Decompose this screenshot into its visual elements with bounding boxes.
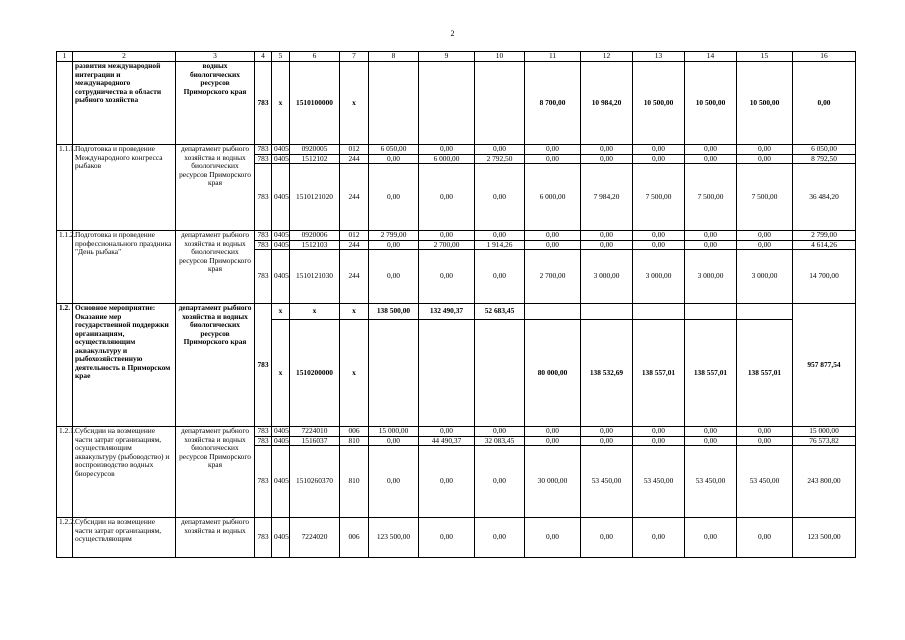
value-cell: 0,00: [685, 436, 737, 446]
value-cell: 0,00: [633, 154, 685, 164]
cell-target-code: 1512102: [290, 154, 340, 164]
value-cell: 80 000,00: [525, 320, 581, 427]
value-cell: 0,00: [475, 164, 525, 231]
value-cell: 6 000,00: [419, 154, 475, 164]
value-cell: 0,00: [581, 154, 633, 164]
value-cell: 3 000,00: [633, 250, 685, 304]
value-cell: 0,00: [419, 518, 475, 558]
value-cell: 0,00: [525, 154, 581, 164]
cell-section: x: [272, 320, 290, 427]
total-cell: 957 877,54: [793, 304, 856, 427]
value-cell: [475, 62, 525, 145]
cell-section: 0405: [272, 436, 290, 446]
cell-target-code: 1510260370: [290, 446, 340, 518]
activity-name: Субсидии на возмещение части затрат организациям, осуществляющим: [73, 518, 176, 558]
value-cell: 0,00: [369, 446, 419, 518]
empty-cell: [369, 320, 419, 427]
header-cell: 3: [176, 52, 255, 62]
cell-expense-type: 810: [340, 436, 369, 446]
value-cell: 14 700,00: [793, 250, 856, 304]
value-cell: 123 500,00: [369, 518, 419, 558]
cell-grbs: 783: [255, 164, 272, 231]
value-cell: 0,00: [581, 231, 633, 241]
empty-cell: [525, 304, 581, 320]
header-row: [57, 52, 856, 62]
value-cell: 0,00: [633, 436, 685, 446]
value-cell: 0,00: [525, 518, 581, 558]
header-cell: 8: [369, 52, 419, 62]
activity-name: Подготовка и проведение Международного конгресса рыбаков: [73, 145, 176, 231]
value-cell: 10 500,00: [685, 62, 737, 145]
header-cell: 4: [255, 52, 272, 62]
budget-table: [56, 51, 856, 558]
value-cell: 0,00: [369, 436, 419, 446]
cell-grbs: 783: [255, 240, 272, 250]
cell-grbs: 783: [255, 62, 272, 145]
value-cell: 10 500,00: [737, 62, 793, 145]
value-cell: 0,00: [369, 154, 419, 164]
cell-section: 0405: [272, 240, 290, 250]
cell-expense-type: 012: [340, 231, 369, 241]
value-cell: 243 800,00: [793, 446, 856, 518]
value-cell: 0,00: [369, 240, 419, 250]
value-cell: 0,00: [525, 231, 581, 241]
header-cell: 6: [290, 52, 340, 62]
value-cell: 3 000,00: [685, 250, 737, 304]
cell-grbs: 783: [255, 518, 272, 558]
value-cell: 0,00: [475, 518, 525, 558]
value-cell: 0,00: [581, 518, 633, 558]
cell-section: 0405: [272, 231, 290, 241]
cell-target-code: 1510121020: [290, 164, 340, 231]
cell-section: x: [272, 62, 290, 145]
value-cell: 0,00: [419, 250, 475, 304]
value-cell: 123 500,00: [793, 518, 856, 558]
cell-section: 0405: [272, 446, 290, 518]
cell-section: 0405: [272, 145, 290, 155]
value-cell: 53 450,00: [581, 446, 633, 518]
value-cell: 53 450,00: [633, 446, 685, 518]
value-cell: 4 614,26: [793, 240, 856, 250]
value-cell: 0,00: [633, 240, 685, 250]
cell-section: 0405: [272, 427, 290, 437]
activity-name: развития международной интеграции и международного сотрудничества в области рыбного хозяйства: [73, 62, 176, 145]
table-row: [57, 304, 856, 320]
value-cell: 3 000,00: [737, 250, 793, 304]
value-cell: 6 050,00: [793, 145, 856, 155]
value-cell: 0,00: [685, 231, 737, 241]
value-cell: 0,00: [419, 231, 475, 241]
cell-expense-type: 244: [340, 250, 369, 304]
cell-section: 0405: [272, 154, 290, 164]
empty-cell: [685, 304, 737, 320]
header-cell: 10: [475, 52, 525, 62]
value-cell: 0,00: [475, 145, 525, 155]
value-cell: 138 557,01: [685, 320, 737, 427]
cell-target-code: 0920006: [290, 231, 340, 241]
value-cell: 2 792,50: [475, 154, 525, 164]
value-cell: 0,00: [633, 427, 685, 437]
header-cell: 12: [581, 52, 633, 62]
value-cell: 0,00: [525, 145, 581, 155]
row-number: 1.2.: [57, 304, 73, 427]
value-cell: 0,00: [685, 427, 737, 437]
value-cell: 0,00: [685, 240, 737, 250]
value-cell: 76 573,82: [793, 436, 856, 446]
row-number: 1.1.1.: [57, 145, 73, 231]
executor: департамент рыбного хозяйства и водных биологических ресурсов Приморского края: [176, 231, 255, 304]
header-cell: 1: [57, 52, 73, 62]
value-cell: 53 450,00: [737, 446, 793, 518]
cell-target-code: 1510200000: [290, 320, 340, 427]
activity-name: Основное мероприятие: Оказание мер государственной поддержки организациям, осуществляющим аквакультуру и рыбохозяйственную деятельность в Приморском крае: [73, 304, 176, 427]
row-number: 1.1.2.: [57, 231, 73, 304]
cell-expense-type: 244: [340, 240, 369, 250]
cell-section: 0405: [272, 250, 290, 304]
activity-name: Подготовка и проведение профессионального праздника "День рыбака": [73, 231, 176, 304]
cell-grbs: 783: [255, 250, 272, 304]
value-cell: 0,00: [525, 436, 581, 446]
value-cell: 0,00: [685, 154, 737, 164]
value-cell: 0,00: [633, 145, 685, 155]
value-cell: 7 500,00: [633, 164, 685, 231]
cell-grbs: 783: [255, 154, 272, 164]
value-cell: 8 792,50: [793, 154, 856, 164]
value-cell: 8 700,00: [525, 62, 581, 145]
executor: департамент рыбного хозяйства и водных биологических ресурсов Приморского края: [176, 304, 255, 427]
header-cell: 7: [340, 52, 369, 62]
value-cell: 0,00: [793, 62, 856, 145]
value-cell: 0,00: [475, 250, 525, 304]
value-cell: 0,00: [419, 427, 475, 437]
value-cell: 0,00: [737, 154, 793, 164]
cell-grbs: 783: [255, 436, 272, 446]
value-cell: 0,00: [581, 240, 633, 250]
empty-cell: [581, 304, 633, 320]
value-cell: 0,00: [581, 427, 633, 437]
header-cell: 13: [633, 52, 685, 62]
executor: департамент рыбного хозяйства и водных биологических ресурсов Приморского края: [176, 145, 255, 231]
value-cell: 0,00: [525, 240, 581, 250]
cell-section: 0405: [272, 164, 290, 231]
value-cell: 0,00: [633, 518, 685, 558]
value-cell: 6 050,00: [369, 145, 419, 155]
value-cell: 0,00: [475, 231, 525, 241]
value-cell: 32 083,45: [475, 436, 525, 446]
value-cell: 0,00: [369, 250, 419, 304]
value-cell: 1 914,26: [475, 240, 525, 250]
row-number: 1.2.1.: [57, 427, 73, 518]
value-cell: 10 500,00: [633, 62, 685, 145]
cell-expense-type: x: [340, 304, 369, 320]
header-cell: 5: [272, 52, 290, 62]
value-cell: 0,00: [419, 145, 475, 155]
row-number: [57, 62, 73, 145]
value-cell: 0,00: [737, 518, 793, 558]
page-number: 2: [450, 29, 455, 38]
value-cell: 0,00: [633, 231, 685, 241]
value-cell: 6 000,00: [525, 164, 581, 231]
value-cell: 7 500,00: [685, 164, 737, 231]
value-cell: 0,00: [737, 231, 793, 241]
value-cell: 0,00: [525, 427, 581, 437]
value-cell: 132 490,37: [419, 304, 475, 320]
value-cell: 138 557,01: [633, 320, 685, 427]
value-cell: 138 532,69: [581, 320, 633, 427]
value-cell: 0,00: [419, 164, 475, 231]
value-cell: 138 557,01: [737, 320, 793, 427]
executor: департамент рыбного хозяйства и водных биологических ресурсов Приморского края: [176, 427, 255, 518]
executor: водных биологических ресурсов Приморского края: [176, 62, 255, 145]
header-cell: 16: [793, 52, 856, 62]
value-cell: 53 450,00: [685, 446, 737, 518]
value-cell: 52 683,45: [475, 304, 525, 320]
cell-target-code: x: [290, 304, 340, 320]
empty-cell: [419, 320, 475, 427]
cell-grbs: 783: [255, 446, 272, 518]
value-cell: 0,00: [737, 427, 793, 437]
cell-grbs: 783: [255, 427, 272, 437]
cell-target-code: 1510100000: [290, 62, 340, 145]
table-row: [57, 427, 856, 437]
cell-target-code: 0920005: [290, 145, 340, 155]
cell-expense-type: x: [340, 320, 369, 427]
header-cell: 11: [525, 52, 581, 62]
cell-expense-type: x: [340, 62, 369, 145]
value-cell: 44 490,37: [419, 436, 475, 446]
value-cell: 15 000,00: [369, 427, 419, 437]
value-cell: 36 484,20: [793, 164, 856, 231]
value-cell: 7 984,20: [581, 164, 633, 231]
table-row: [57, 518, 856, 558]
cell-expense-type: 012: [340, 145, 369, 155]
row-number: 1.2.2.: [57, 518, 73, 558]
value-cell: 0,00: [475, 427, 525, 437]
header-cell: 9: [419, 52, 475, 62]
header-cell: 2: [73, 52, 176, 62]
value-cell: 0,00: [475, 446, 525, 518]
value-cell: 2 700,00: [419, 240, 475, 250]
header-cell: 14: [685, 52, 737, 62]
value-cell: 30 000,00: [525, 446, 581, 518]
header-cell: 15: [737, 52, 793, 62]
value-cell: 3 000,00: [581, 250, 633, 304]
cell-expense-type: 810: [340, 446, 369, 518]
value-cell: 0,00: [581, 145, 633, 155]
value-cell: 0,00: [685, 518, 737, 558]
cell-target-code: 1512103: [290, 240, 340, 250]
value-cell: [369, 62, 419, 145]
cell-target-code: 7224010: [290, 427, 340, 437]
cell-expense-type: 006: [340, 518, 369, 558]
cell-target-code: 7224020: [290, 518, 340, 558]
value-cell: 0,00: [737, 436, 793, 446]
value-cell: 0,00: [685, 145, 737, 155]
cell-expense-type: 244: [340, 154, 369, 164]
value-cell: 138 500,00: [369, 304, 419, 320]
value-cell: [419, 62, 475, 145]
cell-target-code: 1516037: [290, 436, 340, 446]
cell-grbs: 783: [255, 304, 272, 427]
value-cell: 2 799,00: [793, 231, 856, 241]
value-cell: 0,00: [737, 240, 793, 250]
cell-section: 0405: [272, 518, 290, 558]
value-cell: 0,00: [737, 145, 793, 155]
cell-expense-type: 006: [340, 427, 369, 437]
cell-grbs: 783: [255, 231, 272, 241]
value-cell: 15 000,00: [793, 427, 856, 437]
cell-target-code: 1510121030: [290, 250, 340, 304]
value-cell: 0,00: [581, 436, 633, 446]
value-cell: 10 984,20: [581, 62, 633, 145]
value-cell: 7 500,00: [737, 164, 793, 231]
empty-cell: [737, 304, 793, 320]
value-cell: 2 700,00: [525, 250, 581, 304]
table-row: [57, 62, 856, 145]
table-row: [57, 231, 856, 241]
value-cell: 0,00: [369, 164, 419, 231]
value-cell: 2 799,00: [369, 231, 419, 241]
cell-expense-type: 244: [340, 164, 369, 231]
value-cell: 0,00: [419, 446, 475, 518]
empty-cell: [633, 304, 685, 320]
cell-grbs: 783: [255, 145, 272, 155]
activity-name: Субсидии на возмещение части затрат организациям, осуществляющим аквакультуру (рыбоводство) и воспроизводство водных биоресурсов: [73, 427, 176, 518]
table-row: [57, 145, 856, 155]
executor: департамент рыбного хозяйства и водных: [176, 518, 255, 558]
cell-section: x: [272, 304, 290, 320]
empty-cell: [475, 320, 525, 427]
